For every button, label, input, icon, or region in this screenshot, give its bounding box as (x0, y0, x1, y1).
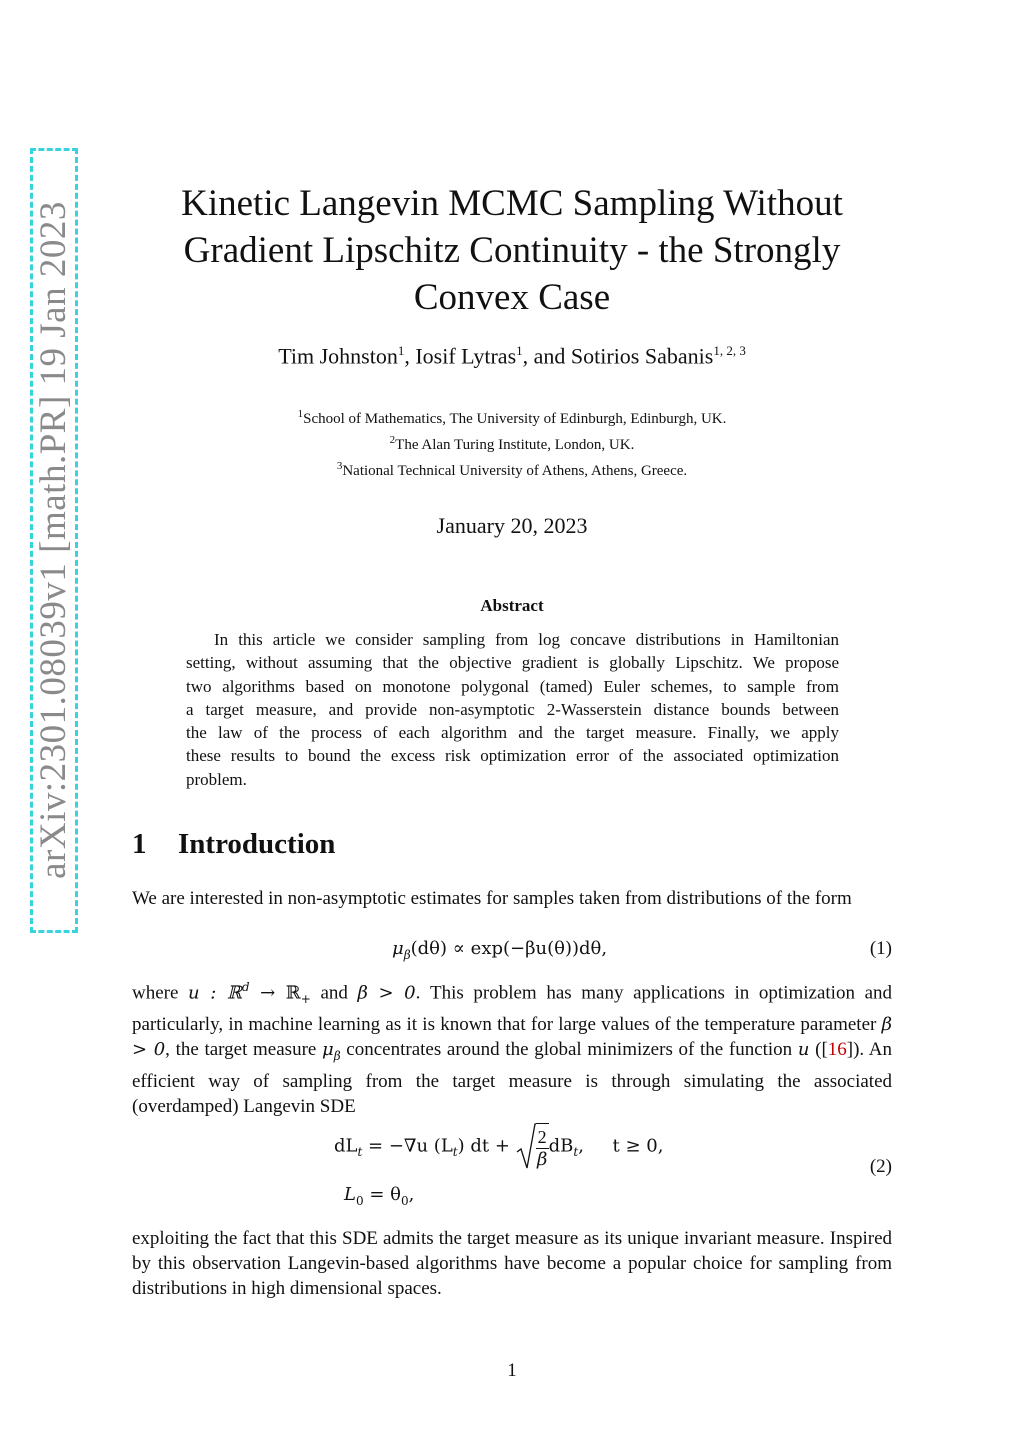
affil-text: School of Mathematics, The University of Edinburgh, Edinburgh, UK. (303, 411, 727, 427)
text-run: where (132, 982, 189, 1004)
eq2-sub: 0 (355, 1193, 364, 1208)
abstract-line: In this article we consider sampling from log concave distributions in Hamiltonian (214, 630, 839, 649)
section-number: 1 (132, 828, 147, 860)
author-separator: , (404, 343, 416, 369)
math-run: β > 0 (357, 982, 416, 1004)
equation-1 (392, 938, 607, 962)
fraction (536, 1123, 549, 1171)
author-name: Iosif Lytras (415, 343, 517, 369)
affiliation (140, 404, 884, 430)
math-run: → ℝ (249, 982, 301, 1004)
abstract-line: a target measure, and provide non-asymptotic 2-Wasserstein distance bounds between (186, 699, 839, 719)
abstract-line: two algorithms based on monotone polygonal (tamed) Euler schemes, to sample from (186, 676, 839, 696)
equation-2-line-1 (334, 1122, 663, 1172)
author-separator: , and (522, 343, 571, 369)
eq2-term: ) dt + (457, 1135, 516, 1157)
affiliations (140, 404, 884, 482)
eq2-term: dB (548, 1135, 574, 1157)
eq1-mu: μ (392, 938, 404, 959)
author-affil-mark: 1 (397, 343, 405, 358)
math-sub: β (333, 1048, 341, 1063)
equation-2-line-2 (344, 1184, 414, 1208)
affiliation (140, 430, 884, 456)
eq2-term: dL (334, 1135, 358, 1157)
author-name: Tim Johnston (278, 343, 398, 369)
eq2-term: , (408, 1184, 415, 1205)
author-affil-mark: 1, 2, 3 (713, 343, 746, 358)
equation-number-2: (2) (869, 1156, 892, 1177)
title-line: Kinetic Langevin MCMC Sampling Without (181, 183, 843, 224)
math-run: u : ℝ (188, 982, 242, 1004)
math-sup: d (241, 980, 250, 994)
author-name: Sotirios Sabanis (570, 343, 714, 369)
affil-mark: 3 (336, 460, 343, 472)
eq2-term: = −∇u (L (362, 1135, 453, 1157)
intro-paragraph-1: We are interested in non-asymptotic estimates for samples taken from distributions of the form (132, 888, 852, 909)
affil-text: National Technical University of Athens, Athens, Greece. (342, 463, 688, 479)
math-sub: + (300, 992, 311, 1007)
intro-paragraph-3: exploiting the fact that this SDE admits the target measure as its unique invariant measure. Inspired by this observation Langevin-based algorithms have become a popular choice for sampling from distributions in high dimensional spaces. (132, 1228, 892, 1299)
fraction-denominator: β (536, 1149, 548, 1170)
affil-mark: 1 (297, 408, 304, 420)
math-run: μ (322, 1039, 334, 1061)
section-heading (132, 828, 335, 861)
eq2-sub: t (357, 1145, 363, 1160)
affil-text: The Alan Turing Institute, London, UK. (395, 437, 635, 453)
text-run: , the target measure (165, 1039, 322, 1061)
eq2-term: , t ≥ 0, (578, 1135, 664, 1157)
eq2-sub: t (452, 1145, 458, 1160)
affiliation (140, 456, 884, 482)
title-line: Convex Case (413, 277, 611, 318)
eq2-term: L (344, 1184, 356, 1205)
abstract-line: the law of the process of each algorithm and the target measure. Finally, we apply (186, 723, 839, 743)
text-run: ]). An efficient way of sampling from the target measure is through simulating the associated (overdamped) Langevin SDE (132, 1039, 893, 1117)
text-run: ([ (809, 1039, 828, 1061)
intro-paragraph-2 (132, 975, 892, 1119)
equation-number-1: (1) (869, 938, 892, 959)
math-run: β > 0 (132, 1014, 892, 1061)
eq1-mu-sub: β (403, 947, 411, 962)
fraction-numerator: 2 (537, 1127, 547, 1147)
text-run: and (310, 982, 358, 1004)
radical-sign (516, 1122, 536, 1172)
title-line: Gradient Lipschitz Continuity - the Strongly (183, 230, 841, 271)
text-run: concentrates around the global minimizers of the function (340, 1039, 798, 1061)
sqrt-symbol (516, 1122, 549, 1172)
eq2-term: = θ (363, 1184, 401, 1205)
affil-mark: 2 (389, 434, 396, 446)
abstract-line: problem. (186, 769, 247, 789)
abstract-heading: Abstract (480, 596, 544, 615)
author-affil-mark: 1 (516, 343, 523, 358)
author-list (140, 343, 884, 369)
eq1-body: (dθ) ∝ exp(−βu(θ))dθ, (410, 938, 608, 959)
text-run: . This problem has many applications in optimization and particularly, in machine learning as it is known that for large values of the temperature parameter (132, 982, 893, 1036)
paper-date: January 20, 2023 (436, 513, 588, 538)
math-run: u (797, 1039, 810, 1061)
abstract-body (186, 628, 839, 791)
page-number: 1 (507, 1360, 517, 1381)
paper-title (150, 180, 874, 321)
citation-link[interactable]: 16 (827, 1039, 847, 1061)
arxiv-stamp[interactable]: arXiv:2301.08039v1 [math.PR] 19 Jan 2023 (33, 201, 74, 879)
section-title: Introduction (178, 828, 336, 860)
eq2-sub: 0 (400, 1193, 409, 1208)
abstract-line: these results to bound the excess risk optimization error of the associated optimization (186, 746, 839, 766)
abstract-line: setting, without assuming that the objective gradient is globally Lipschitz. We propose (186, 653, 839, 673)
eq2-sub: t (573, 1145, 579, 1160)
